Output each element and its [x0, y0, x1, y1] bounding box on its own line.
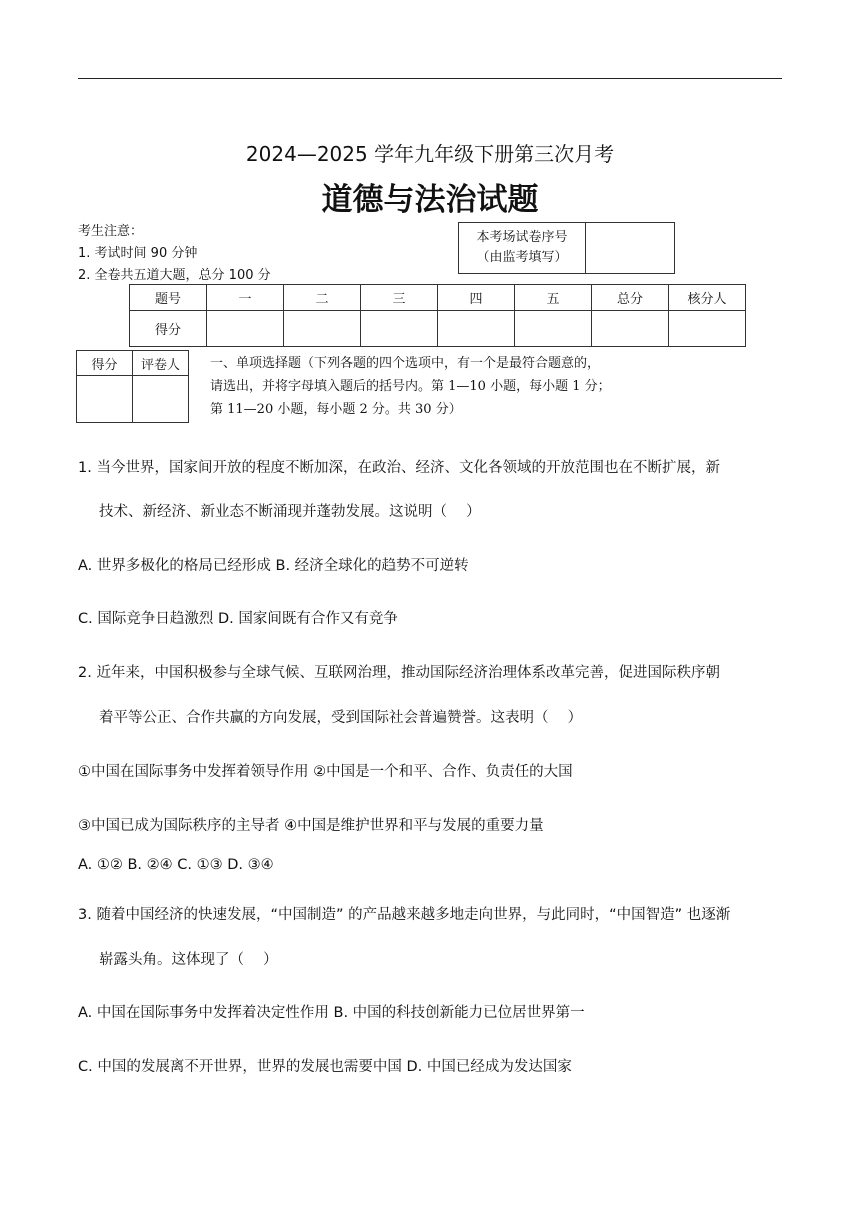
question-2-stem: 2. 近年来，中国积极参与全球气候、互联网治理，推动国际经济治理体系改革完善，促进国际秩序朝 — [78, 665, 720, 681]
question-3-stem: 崭露头角。这体现了（ ） — [99, 952, 278, 968]
header-rule — [78, 78, 782, 79]
score-header-cell: 题号 — [130, 285, 207, 311]
exam-subtitle: 2024—2025 学年九年级下册第三次月考 — [245, 142, 615, 166]
score-cell[interactable] — [361, 311, 438, 347]
score-row-label: 得分 — [130, 311, 207, 347]
grader-cell[interactable] — [77, 376, 133, 423]
question-2-statements: ③中国已成为国际秩序的主导者 ④中国是维护世界和平与发展的重要力量 — [78, 818, 544, 834]
question-3-options: A. 中国在国际事务中发挥着决定性作用 B. 中国的科技创新能力已位居世界第一 — [78, 1005, 585, 1021]
score-header-cell: 二 — [284, 285, 361, 311]
question-2-options: A. ①② B. ②④ C. ①③ D. ③④ — [78, 857, 274, 873]
serial-number-box — [458, 222, 675, 274]
score-table-header-row — [130, 285, 746, 311]
score-cell[interactable] — [669, 311, 746, 347]
section-one-instructions: 一、单项选择题（下列各题的四个选项中，有一个是最符合题意的， 请选出，并将字母填入题后的括号内。第 1—10 小题，每小题 1 分； 第 11—20 小题，每小题 2 分。共 30 分） — [210, 356, 611, 417]
question-1-stem: 技术、新经济、新业态不断涌现并蓬勃发展。这说明（ ） — [99, 504, 481, 520]
note-item: 2. 全卷共五道大题，总分 100 分 — [78, 268, 271, 283]
score-cell[interactable] — [592, 311, 669, 347]
score-header-cell: 三 — [361, 285, 438, 311]
score-header-cell: 一 — [207, 285, 284, 311]
serial-number-field[interactable] — [586, 223, 675, 274]
grader-box — [76, 350, 189, 423]
score-table — [129, 284, 746, 347]
grader-header-cell: 评卷人 — [133, 351, 189, 376]
exam-title: 道德与法治试题 — [321, 182, 539, 218]
candidate-notes — [78, 221, 271, 287]
question-1-stem: 1. 当今世界，国家间开放的程度不断加深，在政治、经济、文化各领域的开放范围也在不断扩展，新 — [78, 460, 720, 476]
grader-header-cell: 得分 — [77, 351, 133, 376]
score-header-cell: 四 — [438, 285, 515, 311]
score-header-cell: 五 — [515, 285, 592, 311]
score-header-cell: 总分 — [592, 285, 669, 311]
question-3-stem: 3. 随着中国经济的快速发展，“中国制造” 的产品越来越多地走向世界，与此同时，“中国智造” 也逐渐 — [78, 907, 731, 923]
score-cell[interactable] — [207, 311, 284, 347]
score-table-row — [130, 311, 746, 347]
serial-number-label: 本考场试卷序号 （由监考填写） — [459, 223, 586, 274]
note-item: 1. 考试时间 90 分钟 — [78, 246, 198, 261]
grader-cell[interactable] — [133, 376, 189, 423]
question-2-stem: 着平等公正、合作共赢的方向发展，受到国际社会普遍赞誉。这表明（ ） — [99, 710, 583, 726]
question-1-options: A. 世界多极化的格局已经形成 B. 经济全球化的趋势不可逆转 — [78, 558, 469, 574]
question-1-options: C. 国际竞争日趋激烈 D. 国家间既有合作又有竞争 — [78, 611, 398, 627]
score-cell[interactable] — [284, 311, 361, 347]
score-cell[interactable] — [515, 311, 592, 347]
score-cell[interactable] — [438, 311, 515, 347]
question-2-statements: ①中国在国际事务中发挥着领导作用 ②中国是一个和平、合作、负责任的大国 — [78, 764, 573, 780]
score-header-cell: 核分人 — [669, 285, 746, 311]
notes-heading: 考生注意： — [78, 224, 144, 239]
question-3-options: C. 中国的发展离不开世界，世界的发展也需要中国 D. 中国已经成为发达国家 — [78, 1059, 572, 1075]
